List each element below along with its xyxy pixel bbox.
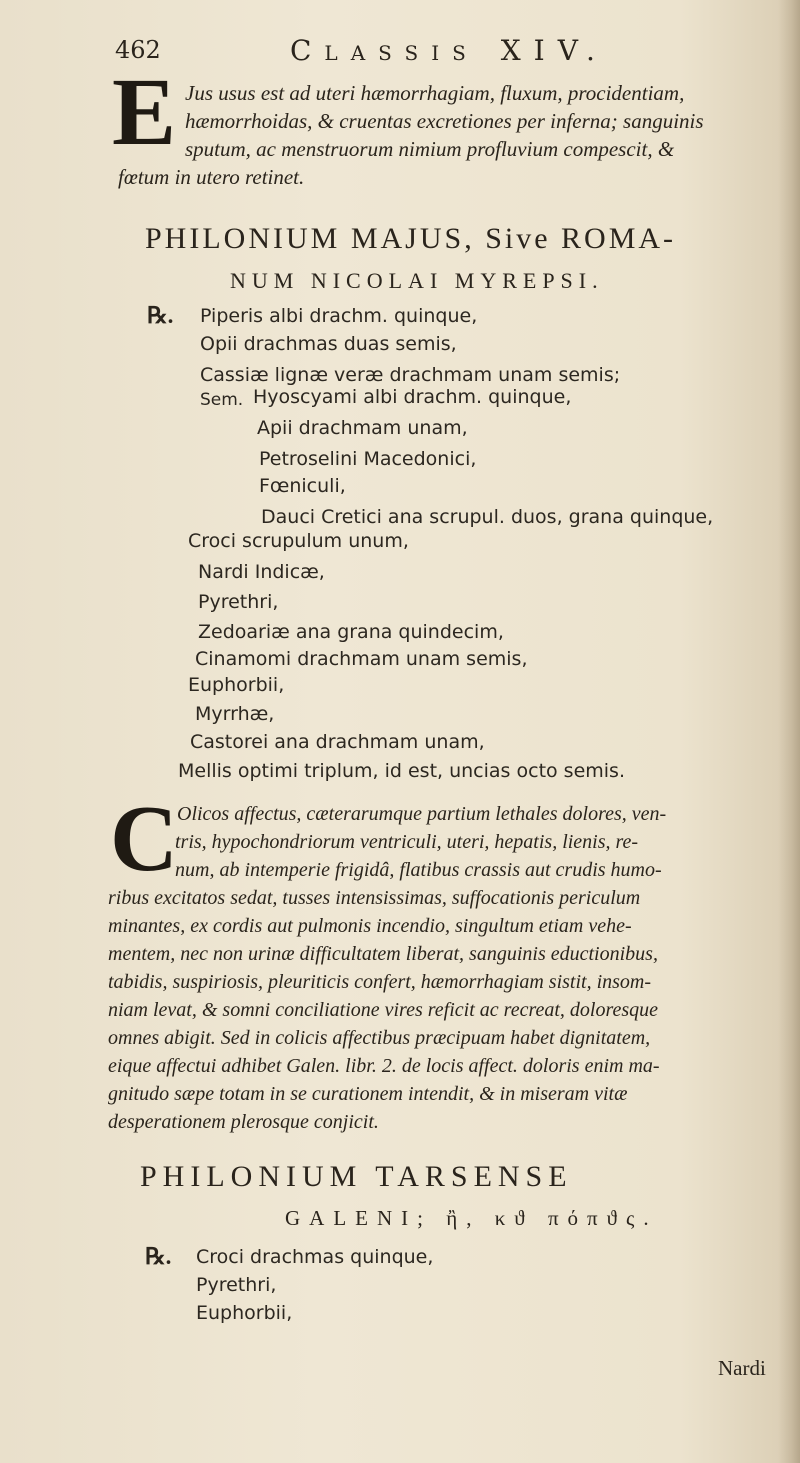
ingredient-line: Piperis albi drachm. quinque, <box>200 305 478 327</box>
ingredient-line: Euphorbii, <box>196 1302 293 1324</box>
sem-label: Sem. <box>200 390 244 410</box>
ingredient-line: Croci scrupulum unum, <box>188 530 409 552</box>
running-head: Classis XIV. <box>290 34 608 67</box>
philonium-tarsense-subtitle: GALENI; ἢ, κϑ πόπϑς. <box>285 1206 658 1230</box>
philonium-tarsense-title: PHILONIUM TARSENSE <box>140 1160 573 1193</box>
ingredient-line: Dauci Cretici ana scrupul. duos, grana quinque, <box>261 506 714 528</box>
section1-line: sputum, ac menstruorum nimium profluvium compescit, & <box>185 137 675 161</box>
ingredient-line: Cinamomi drachmam unam semis, <box>195 648 528 670</box>
ingredient-line: Croci drachmas quinque, <box>196 1246 434 1268</box>
recipe-symbol: ℞. <box>145 1244 172 1269</box>
section2-line: niam levat, & somni conciliatione vires reficit ac recreat, doloresque <box>108 999 659 1021</box>
section2-line: gnitudo sæpe totam in se curationem intendit, & in miseram vitæ <box>108 1083 628 1105</box>
drop-cap-e: E <box>112 58 177 165</box>
section1-line: fœtum in utero retinet. <box>118 165 305 189</box>
drop-cap-c: C <box>110 787 178 891</box>
section2-line: minantes, ex cordis aut pulmonis incendio, singultum etiam vehe- <box>108 915 632 937</box>
ingredient-line: Apii drachmam unam, <box>257 417 468 439</box>
section1-line: Jus usus est ad uteri hæmorrhagiam, fluxum, procidentiam, <box>185 81 685 105</box>
section2-line: num, ab intemperie frigidâ, flatibus crassis aut crudis humo- <box>175 859 662 881</box>
section2-line: tris, hypochondriorum ventriculi, uteri, hepatis, lienis, re- <box>175 831 639 853</box>
ingredient-line: Hyoscyami albi drachm. quinque, <box>253 386 572 408</box>
ingredient-line: Myrrhæ, <box>195 703 275 725</box>
ingredient-line: Castorei ana drachmam unam, <box>190 731 485 753</box>
section2-line: tabidis, suspiriosis, pleuriticis confert, hæmorrhagiam sistit, insom- <box>108 971 652 993</box>
philonium-majus-subtitle: NUM NICOLAI MYREPSI. <box>230 268 604 293</box>
ingredient-line: Cassiæ lignæ veræ drachmam unam semis; <box>200 364 621 386</box>
ingredient-line: Opii drachmas duas semis, <box>200 333 457 355</box>
ingredient-line: Pyrethri, <box>196 1274 277 1296</box>
ingredient-line: Euphorbii, <box>188 674 285 696</box>
section1-line: hæmorrhoidas, & cruentas excretiones per inferna; sanguinis <box>185 109 704 133</box>
section2-line: Olicos affectus, cæterarumque partium lethales dolores, ven- <box>177 803 667 825</box>
ingredient-line: Pyrethri, <box>198 591 279 613</box>
section2-line: mentem, nec non urinæ difficultatem liberat, sanguinis eductionibus, <box>108 943 658 965</box>
page-number: 462 <box>115 36 161 64</box>
section2-line: desperationem plerosque conjicit. <box>108 1111 379 1133</box>
page-edge-shadow <box>778 0 800 1463</box>
ingredient-line: Mellis optimi triplum, id est, uncias octo semis. <box>178 760 625 782</box>
ingredient-line: Nardi Indicæ, <box>198 561 325 583</box>
section2-line: eique affectui adhibet Galen. libr. 2. de locis affect. doloris enim ma- <box>108 1055 660 1077</box>
ingredient-line: Fœniculi, <box>259 475 346 497</box>
philonium-majus-title: PHILONIUM MAJUS, Sive ROMA- <box>145 222 677 255</box>
recipe-symbol: ℞. <box>147 303 174 328</box>
section2-line: omnes abigit. Sed in colicis affectibus præcipuam habet dignitatem, <box>108 1027 651 1049</box>
ingredient-line: Zedoariæ ana grana quindecim, <box>198 621 504 643</box>
ingredient-line: Petroselini Macedonici, <box>259 448 477 470</box>
catchword: Nardi <box>718 1356 766 1380</box>
section2-line: ribus excitatos sedat, tusses intensissimas, suffocationis periculum <box>108 887 641 909</box>
